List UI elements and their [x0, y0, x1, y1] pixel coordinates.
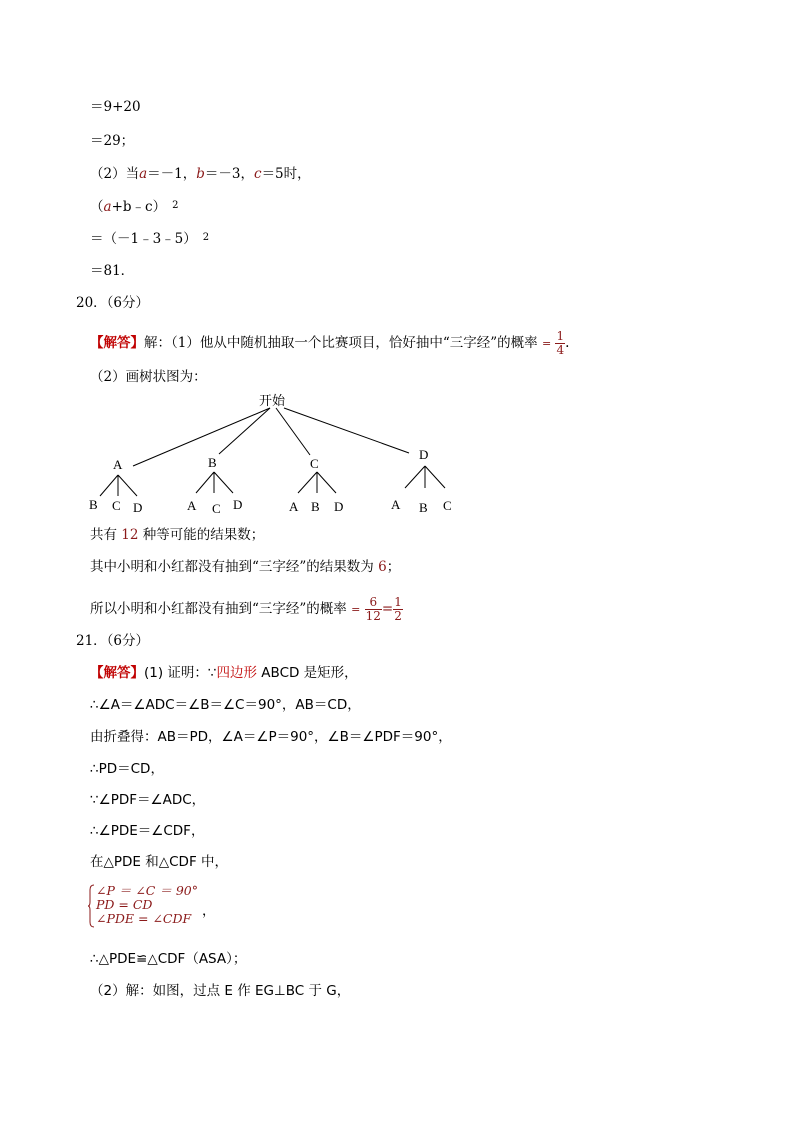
calc-sub-exponent: 2: [202, 232, 210, 243]
q21-line8: ∴△PDE≌△CDF（ASA）；: [90, 951, 247, 967]
q21-header: 21．（6分）: [76, 633, 150, 649]
expr-exponent: 2: [172, 200, 179, 211]
tree-leaf: D: [133, 500, 143, 515]
q20-part1-eq: =: [541, 337, 552, 350]
calc-line-2: ＝29；: [90, 133, 135, 149]
tree-leaf: C: [443, 498, 452, 513]
system-line-2: PD = CD: [96, 897, 153, 912]
tree-leaf: A: [391, 497, 401, 512]
q21-line6: ∴∠PDE＝∠CDF，: [90, 823, 205, 839]
q20-result: [90, 558, 400, 576]
fraction-one-half: [393, 596, 403, 623]
var-a: a: [139, 166, 148, 182]
q21-line3: 由折叠得：AB＝PD，∠A＝∠P＝90°，∠B＝∠PDF＝90°，: [90, 729, 452, 745]
tree-node-a: A: [113, 457, 123, 472]
tree-leaf: B: [311, 499, 320, 514]
frac-numerator: 6: [365, 596, 382, 610]
tree-node-b: B: [208, 455, 217, 470]
prob-eq: =: [351, 603, 361, 616]
frac-numerator: 1: [394, 595, 402, 609]
total-prefix: 共有: [90, 527, 117, 543]
tree-leaf: B: [419, 500, 428, 515]
q21-line5: ∵∠PDF＝∠ADC，: [90, 792, 206, 808]
tree-leaf: C: [212, 501, 221, 516]
q21-line9: （2）解：如图，过点 E 作 EG⊥BC 于 G，: [90, 983, 351, 999]
answer-tag: 【解答】: [90, 665, 144, 681]
expr-mid: +b﹣c）: [111, 199, 167, 215]
system-line-1: ∠P ＝ ∠C ＝ 90°: [96, 883, 198, 898]
q20-total: [90, 526, 264, 544]
result-text: 其中小明和小红都没有抽到“三字经”的结果数为: [90, 559, 374, 575]
expr-a: a: [103, 199, 112, 215]
frac-denominator: 4: [556, 343, 565, 357]
q21-line2: ∴∠A＝∠ADC＝∠B＝∠C＝90°，AB＝CD，: [90, 697, 361, 713]
frac-denominator: 2: [394, 609, 402, 623]
result-num: 6: [378, 559, 387, 575]
tree-root: 开始: [259, 393, 286, 408]
q21-line4: ∴PD＝CD，: [90, 761, 164, 777]
calc-result: ＝81．: [90, 263, 135, 279]
tree-leaf: A: [289, 499, 299, 514]
q21-line1: [90, 664, 358, 682]
part2-end: ＝5时，: [261, 166, 311, 182]
part2-prefix: （2）当: [90, 166, 140, 182]
total-num: 12: [121, 527, 139, 543]
tree-leaf: C: [112, 498, 121, 513]
part2-mid2: ＝－3，: [204, 166, 254, 182]
tree-leaf: B: [89, 497, 98, 512]
q20-part2: （2）画树状图为：: [90, 369, 207, 385]
q21-line1-c: ABCD 是矩形，: [257, 665, 358, 681]
frac-numerator: 1: [556, 329, 565, 343]
q21-line1-b: 四边形: [216, 665, 258, 681]
frac-denominator: 12: [365, 609, 381, 623]
tree-node-d: D: [419, 447, 429, 462]
answer-tag: 【解答】: [90, 335, 144, 351]
q20-part1-end: .: [565, 335, 570, 351]
calc-sub-text: ＝（－1﹣3﹣5）: [90, 231, 197, 247]
var-b: b: [196, 166, 205, 182]
var-c: c: [254, 166, 262, 182]
tree-leaf: A: [187, 498, 197, 513]
q21-line1-a: (1) 证明：∵: [144, 665, 217, 681]
tree-leaf: D: [334, 499, 344, 514]
part2-mid1: ＝－1，: [147, 166, 197, 182]
equation-system: [90, 884, 198, 926]
q20-part1-text: 解：（1）他从中随机抽取一个比赛项目，恰好抽中“三字经”的概率: [144, 335, 538, 351]
prob-eq2: =: [381, 601, 394, 617]
calc-line-1: ＝9+20: [90, 99, 141, 115]
prob-text: 所以小明和小红都没有抽到“三字经”的概率: [90, 601, 347, 617]
tree-node-c: C: [310, 456, 319, 471]
q21-line7: 在△PDE 和△CDF 中，: [90, 854, 228, 870]
system-line-3: ∠PDE = ∠CDF: [96, 911, 192, 926]
q20-header: 20．（6分）: [76, 295, 150, 311]
q20-probability: [90, 596, 403, 623]
tree-leaf: D: [233, 497, 243, 512]
result-end: ；: [386, 559, 401, 575]
fraction-six-twelfths: [365, 596, 382, 623]
expr-open: （: [90, 199, 104, 215]
system-comma: ，: [202, 903, 216, 919]
total-suffix: 种等可能的结果数；: [142, 527, 265, 543]
